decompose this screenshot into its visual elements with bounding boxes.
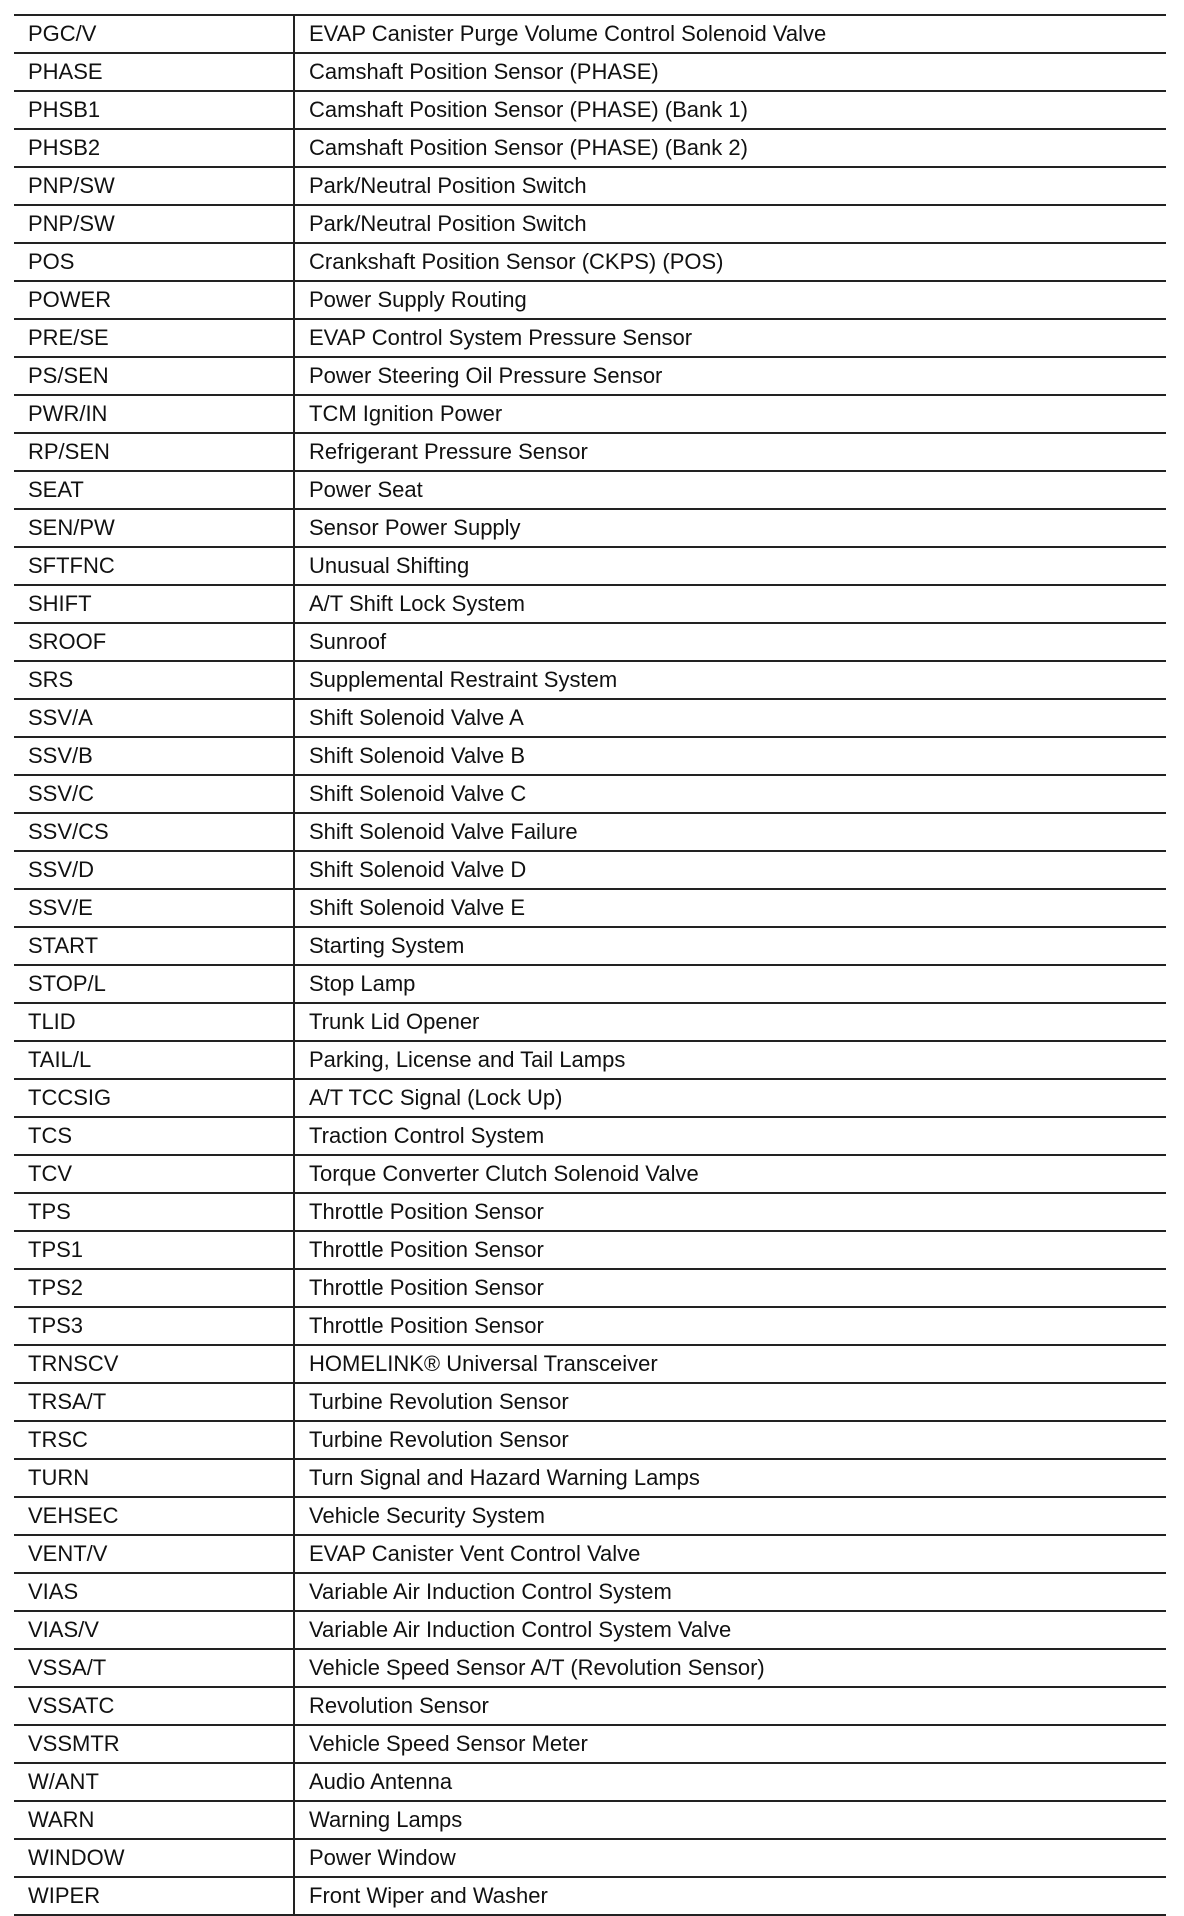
description-cell: Camshaft Position Sensor (PHASE) (Bank 2) [294, 129, 1166, 167]
description-cell: Power Seat [294, 471, 1166, 509]
table-row [14, 1877, 1166, 1915]
table-row [14, 433, 1166, 471]
description-cell: Park/Neutral Position Switch [294, 167, 1166, 205]
description-cell: Starting System [294, 927, 1166, 965]
table-row [14, 1383, 1166, 1421]
code-cell: TRNSCV [14, 1345, 294, 1383]
code-cell: POWER [14, 281, 294, 319]
table-row [14, 1611, 1166, 1649]
code-cell: RP/SEN [14, 433, 294, 471]
table-row [14, 1421, 1166, 1459]
description-cell: Park/Neutral Position Switch [294, 205, 1166, 243]
table-row [14, 1345, 1166, 1383]
code-cell: POS [14, 243, 294, 281]
table-row [14, 965, 1166, 1003]
table-row [14, 1117, 1166, 1155]
table-row [14, 1003, 1166, 1041]
table-row [14, 585, 1166, 623]
table-row [14, 661, 1166, 699]
code-cell: TAIL/L [14, 1041, 294, 1079]
description-cell: Sensor Power Supply [294, 509, 1166, 547]
code-cell: PHASE [14, 53, 294, 91]
table-row [14, 167, 1166, 205]
description-cell: Throttle Position Sensor [294, 1269, 1166, 1307]
table-row [14, 15, 1166, 53]
code-cell: TPS3 [14, 1307, 294, 1345]
table-row [14, 1535, 1166, 1573]
description-cell: Variable Air Induction Control System [294, 1573, 1166, 1611]
description-cell: Variable Air Induction Control System Valve [294, 1611, 1166, 1649]
code-cell: STOP/L [14, 965, 294, 1003]
description-cell: Vehicle Speed Sensor A/T (Revolution Sensor) [294, 1649, 1166, 1687]
description-cell: Power Supply Routing [294, 281, 1166, 319]
table-row [14, 1079, 1166, 1117]
abbreviation-table [14, 14, 1166, 1916]
description-cell: Turbine Revolution Sensor [294, 1421, 1166, 1459]
code-cell: SRS [14, 661, 294, 699]
description-cell: Shift Solenoid Valve Failure [294, 813, 1166, 851]
code-cell: TCV [14, 1155, 294, 1193]
table-row [14, 775, 1166, 813]
code-cell: TCCSIG [14, 1079, 294, 1117]
description-cell: Shift Solenoid Valve A [294, 699, 1166, 737]
table-row [14, 1839, 1166, 1877]
table-row [14, 699, 1166, 737]
code-cell: TURN [14, 1459, 294, 1497]
description-cell: EVAP Canister Purge Volume Control Solenoid Valve [294, 15, 1166, 53]
code-cell: PRE/SE [14, 319, 294, 357]
description-cell: Camshaft Position Sensor (PHASE) (Bank 1) [294, 91, 1166, 129]
code-cell: PNP/SW [14, 205, 294, 243]
table-row [14, 813, 1166, 851]
table-row [14, 471, 1166, 509]
table-row [14, 737, 1166, 775]
description-cell: A/T Shift Lock System [294, 585, 1166, 623]
code-cell: SFTFNC [14, 547, 294, 585]
description-cell: Revolution Sensor [294, 1687, 1166, 1725]
code-cell: VENT/V [14, 1535, 294, 1573]
code-cell: PS/SEN [14, 357, 294, 395]
table-row [14, 53, 1166, 91]
description-cell: TCM Ignition Power [294, 395, 1166, 433]
description-cell: Traction Control System [294, 1117, 1166, 1155]
code-cell: PGC/V [14, 15, 294, 53]
description-cell: Parking, License and Tail Lamps [294, 1041, 1166, 1079]
description-cell: Unusual Shifting [294, 547, 1166, 585]
code-cell: VIAS/V [14, 1611, 294, 1649]
description-cell: Sunroof [294, 623, 1166, 661]
description-cell: HOMELINK® Universal Transceiver [294, 1345, 1166, 1383]
description-cell: Turn Signal and Hazard Warning Lamps [294, 1459, 1166, 1497]
code-cell: SEN/PW [14, 509, 294, 547]
table-row [14, 281, 1166, 319]
description-cell: Torque Converter Clutch Solenoid Valve [294, 1155, 1166, 1193]
code-cell: SHIFT [14, 585, 294, 623]
code-cell: SSV/E [14, 889, 294, 927]
description-cell: Supplemental Restraint System [294, 661, 1166, 699]
table-row [14, 1459, 1166, 1497]
code-cell: WIPER [14, 1877, 294, 1915]
table-row [14, 1725, 1166, 1763]
code-cell: SSV/A [14, 699, 294, 737]
code-cell: VIAS [14, 1573, 294, 1611]
description-cell: Shift Solenoid Valve E [294, 889, 1166, 927]
code-cell: PNP/SW [14, 167, 294, 205]
table-row [14, 319, 1166, 357]
description-cell: Shift Solenoid Valve B [294, 737, 1166, 775]
description-cell: Vehicle Security System [294, 1497, 1166, 1535]
code-cell: VSSATC [14, 1687, 294, 1725]
code-cell: W/ANT [14, 1763, 294, 1801]
description-cell: Crankshaft Position Sensor (CKPS) (POS) [294, 243, 1166, 281]
description-cell: Audio Antenna [294, 1763, 1166, 1801]
table-row [14, 927, 1166, 965]
description-cell: EVAP Control System Pressure Sensor [294, 319, 1166, 357]
description-cell: Vehicle Speed Sensor Meter [294, 1725, 1166, 1763]
table-row [14, 509, 1166, 547]
description-cell: Power Window [294, 1839, 1166, 1877]
table-row [14, 1649, 1166, 1687]
code-cell: TCS [14, 1117, 294, 1155]
code-cell: TRSC [14, 1421, 294, 1459]
table-row [14, 1193, 1166, 1231]
table-row [14, 623, 1166, 661]
code-cell: SSV/CS [14, 813, 294, 851]
code-cell: SSV/C [14, 775, 294, 813]
table-row [14, 395, 1166, 433]
code-cell: VSSMTR [14, 1725, 294, 1763]
code-cell: PHSB1 [14, 91, 294, 129]
code-cell: WARN [14, 1801, 294, 1839]
table-row [14, 129, 1166, 167]
table-row [14, 1763, 1166, 1801]
code-cell: SEAT [14, 471, 294, 509]
code-cell: SSV/D [14, 851, 294, 889]
description-cell: Stop Lamp [294, 965, 1166, 1003]
table-row [14, 243, 1166, 281]
table-row [14, 205, 1166, 243]
description-cell: Front Wiper and Washer [309, 1883, 548, 1908]
table-row [14, 1231, 1166, 1269]
description-cell: Throttle Position Sensor [294, 1193, 1166, 1231]
description-cell: Shift Solenoid Valve D [294, 851, 1166, 889]
description-cell: Shift Solenoid Valve C [294, 775, 1166, 813]
table-row [14, 1573, 1166, 1611]
description-cell: Throttle Position Sensor [294, 1307, 1166, 1345]
description-cell: Trunk Lid Opener [294, 1003, 1166, 1041]
table-row [14, 1269, 1166, 1307]
table-row [14, 851, 1166, 889]
table-row [14, 1801, 1166, 1839]
code-cell: TLID [14, 1003, 294, 1041]
description-cell: Throttle Position Sensor [294, 1231, 1166, 1269]
table-row [14, 547, 1166, 585]
table-row [14, 1687, 1166, 1725]
code-cell: PWR/IN [14, 395, 294, 433]
table-row [14, 1041, 1166, 1079]
code-cell: PHSB2 [14, 129, 294, 167]
code-cell: SROOF [14, 623, 294, 661]
description-cell: Refrigerant Pressure Sensor [294, 433, 1166, 471]
code-cell: TPS1 [14, 1231, 294, 1269]
code-cell: TRSA/T [14, 1383, 294, 1421]
code-cell: VEHSEC [14, 1497, 294, 1535]
table-row [14, 889, 1166, 927]
table-row [14, 357, 1166, 395]
table-row [14, 1155, 1166, 1193]
code-cell: WINDOW [14, 1839, 294, 1877]
table-row [14, 91, 1166, 129]
description-cell: Warning Lamps [294, 1801, 1166, 1839]
code-cell: VSSA/T [14, 1649, 294, 1687]
code-cell: START [14, 927, 294, 965]
code-cell: TPS2 [14, 1269, 294, 1307]
description-cell: Power Steering Oil Pressure Sensor [294, 357, 1166, 395]
code-cell: SSV/B [14, 737, 294, 775]
table-row [14, 1307, 1166, 1345]
description-cell: A/T TCC Signal (Lock Up) [294, 1079, 1166, 1117]
code-cell: TPS [14, 1193, 294, 1231]
table-row [14, 1497, 1166, 1535]
abbreviation-table-body [14, 15, 1166, 1915]
description-cell: Turbine Revolution Sensor [294, 1383, 1166, 1421]
description-cell: Camshaft Position Sensor (PHASE) [294, 53, 1166, 91]
description-cell: EVAP Canister Vent Control Valve [294, 1535, 1166, 1573]
